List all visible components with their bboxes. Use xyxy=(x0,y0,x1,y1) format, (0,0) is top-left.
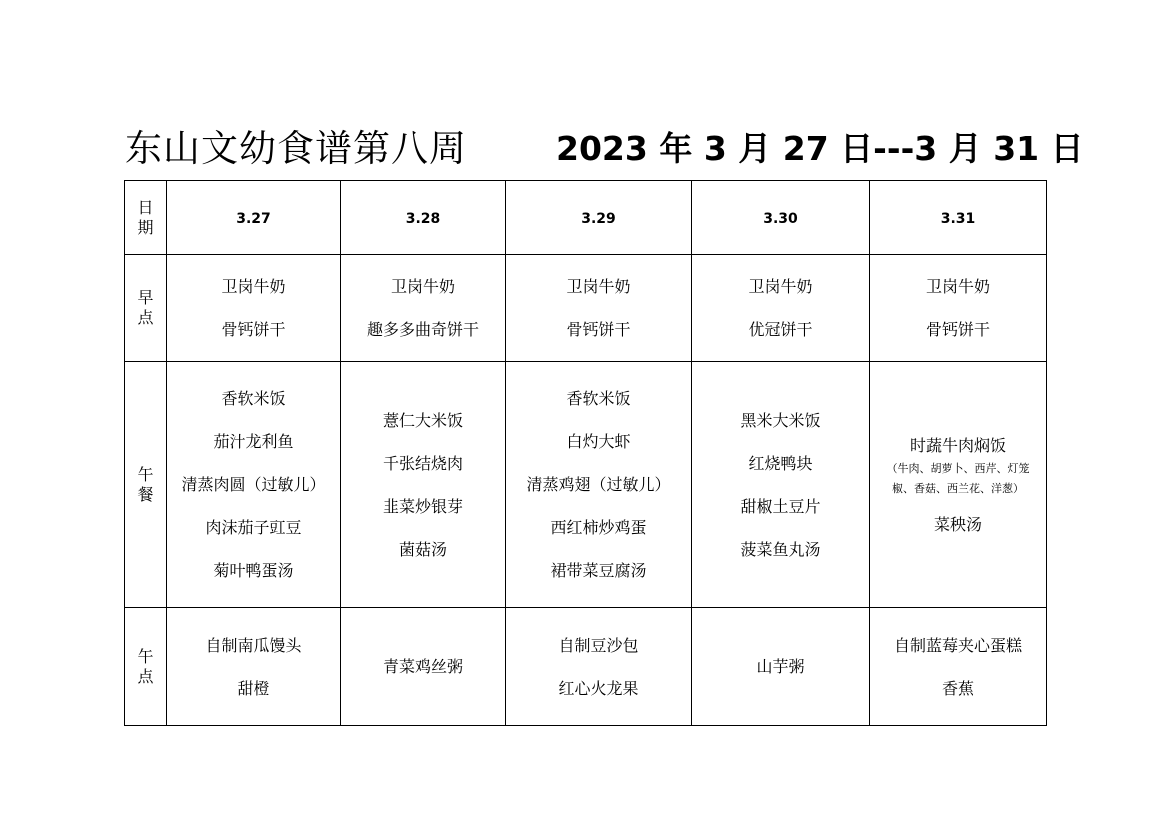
row-label-text: 午 点 xyxy=(137,646,154,686)
date-text: 3.29 xyxy=(581,211,616,227)
menu-item: 裙带菜豆腐汤 xyxy=(550,561,647,580)
row-label-text: 日 期 xyxy=(137,197,154,237)
date-row xyxy=(125,181,1047,255)
date-cell xyxy=(341,181,506,255)
date-cell xyxy=(692,181,870,255)
snack-cell xyxy=(506,608,692,726)
lunch-row xyxy=(125,362,1047,608)
lunch-cell xyxy=(692,362,870,608)
menu-item: 清蒸肉圆（过敏儿） xyxy=(181,475,326,494)
lunch-cell xyxy=(506,362,692,608)
menu-item: 菊叶鸭蛋汤 xyxy=(213,561,294,580)
menu-item: 韭菜炒银芽 xyxy=(382,496,463,516)
row-label-text: 午 餐 xyxy=(137,464,154,504)
breakfast-row xyxy=(125,255,1047,362)
row-label-breakfast xyxy=(125,255,167,362)
breakfast-cell xyxy=(506,255,692,362)
lunch-cell xyxy=(167,362,341,608)
menu-item: 茄汁龙利鱼 xyxy=(213,432,294,451)
menu-item: 卫岗牛奶 xyxy=(566,277,631,296)
menu-item: 趣多多曲奇饼干 xyxy=(366,320,479,339)
menu-item: 自制蓝莓夹心蛋糕 xyxy=(893,635,1022,655)
menu-item: 自制豆沙包 xyxy=(558,635,639,655)
menu-item: 骨钙饼干 xyxy=(221,320,286,339)
menu-item: 红烧鸭块 xyxy=(748,453,813,473)
menu-item: 白灼大虾 xyxy=(566,432,631,451)
date-text: 3.31 xyxy=(940,211,976,227)
snack-cell xyxy=(870,608,1047,726)
date-text: 3.30 xyxy=(763,211,798,227)
date-cell xyxy=(506,181,692,255)
row-label-text: 早 点 xyxy=(137,288,154,327)
menu-item: 山芋粥 xyxy=(756,657,805,676)
menu-item: 甜橙 xyxy=(237,678,270,698)
menu-item: 甜椒土豆片 xyxy=(740,496,821,516)
menu-item: 骨钙饼干 xyxy=(925,320,990,339)
menu-item: 卫岗牛奶 xyxy=(748,277,813,296)
menu-item: 肉沫茄子豇豆 xyxy=(205,518,302,537)
menu-title: 东山文幼食谱第八周 xyxy=(125,127,467,170)
menu-item: 菜秧汤 xyxy=(933,514,982,534)
menu-item: 西红柿炒鸡蛋 xyxy=(550,518,647,537)
menu-item: 薏仁大米饭 xyxy=(382,410,463,430)
breakfast-cell xyxy=(167,255,341,362)
menu-item: 骨钙饼干 xyxy=(566,320,631,339)
row-label-snack xyxy=(125,608,167,726)
date-text: 3.27 xyxy=(236,211,271,227)
ingredient-note: （牛肉、胡萝卜、西芹、灯笼椒、香菇、西兰花、洋葱） xyxy=(886,461,1030,495)
menu-item: 卫岗牛奶 xyxy=(221,277,286,296)
lunch-cell xyxy=(870,362,1047,608)
menu-item: 红心火龙果 xyxy=(558,678,639,698)
snack-cell xyxy=(692,608,870,726)
date-cell xyxy=(167,181,341,255)
menu-item: 清蒸鸡翅（过敏儿） xyxy=(526,475,671,494)
menu-item: 时蔬牛肉焖饭 xyxy=(909,435,1006,455)
row-label-date xyxy=(125,181,167,255)
menu-item: 卫岗牛奶 xyxy=(390,277,455,296)
menu-date-range: 2023 年 3 月 27 日---3 月 31 日 xyxy=(556,129,1084,168)
menu-item: 香软米饭 xyxy=(221,389,286,408)
snack-cell xyxy=(341,608,506,726)
menu-item: 香蕉 xyxy=(941,678,974,698)
menu-item: 优冠饼干 xyxy=(748,320,813,339)
menu-item: 黑米大米饭 xyxy=(740,410,821,430)
snack-cell xyxy=(167,608,341,726)
menu-item: 香软米饭 xyxy=(566,389,631,408)
date-text: 3.28 xyxy=(405,211,441,227)
breakfast-cell xyxy=(341,255,506,362)
weekly-menu-table xyxy=(124,180,1047,726)
breakfast-cell xyxy=(692,255,870,362)
breakfast-cell xyxy=(870,255,1047,362)
menu-item: 自制南瓜馒头 xyxy=(205,635,302,655)
row-label-lunch xyxy=(125,362,167,608)
menu-item: 菠菜鱼丸汤 xyxy=(740,539,821,559)
menu-item: 卫岗牛奶 xyxy=(925,277,990,296)
date-cell xyxy=(870,181,1047,255)
lunch-cell xyxy=(341,362,506,608)
snack-row xyxy=(125,608,1047,726)
menu-item: 千张结烧肉 xyxy=(382,453,463,473)
menu-item: 青菜鸡丝粥 xyxy=(382,657,463,676)
menu-item: 菌菇汤 xyxy=(398,539,447,559)
